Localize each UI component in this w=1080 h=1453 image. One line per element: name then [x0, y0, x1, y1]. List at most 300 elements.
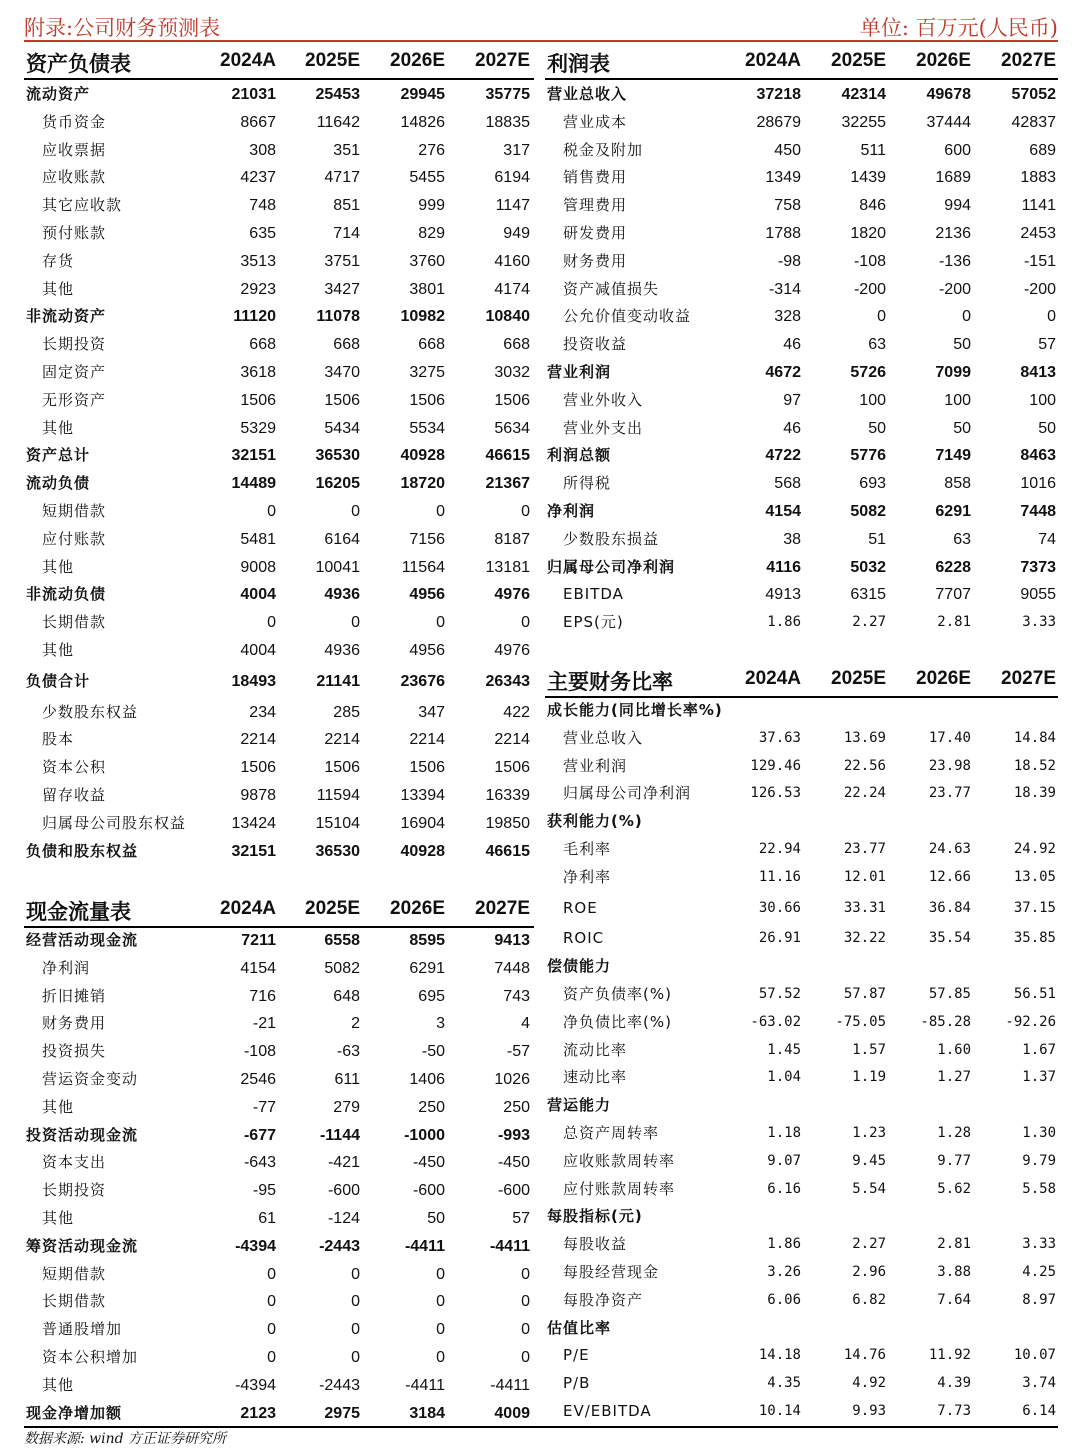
- row-value: 0: [267, 1321, 276, 1339]
- table-row: [545, 1176, 1058, 1203]
- row-label: 负债和股东权益: [26, 841, 139, 860]
- row-value: 1506: [494, 391, 530, 409]
- row-value: 15104: [315, 814, 360, 832]
- table-row: [545, 1037, 1058, 1064]
- row-label: 负债合计: [26, 671, 91, 690]
- row-label: 短期借款: [42, 1264, 107, 1283]
- ratios-year-header: 2026E: [916, 668, 971, 689]
- row-value: 57.52: [758, 986, 801, 1002]
- row-value: 18.39: [1013, 785, 1056, 802]
- row-value: 14.84: [1013, 729, 1056, 746]
- row-value: 36.84: [928, 899, 971, 916]
- table-row: [24, 498, 534, 525]
- income-year-header: 2026E: [916, 50, 971, 71]
- row-value: 0: [351, 614, 360, 632]
- row-value: 21141: [316, 672, 360, 690]
- table-row: [24, 470, 534, 497]
- row-value: -4411: [405, 1376, 445, 1394]
- row-value: 1506: [240, 759, 276, 777]
- row-label: 应收票据: [42, 140, 107, 159]
- table-row: [24, 415, 534, 442]
- row-value: 276: [418, 141, 445, 159]
- row-label: 研发费用: [563, 224, 628, 242]
- row-value: 3.88: [937, 1264, 971, 1280]
- row-value: 74: [1038, 530, 1056, 548]
- row-value: 49678: [926, 86, 971, 103]
- row-value: 1.28: [937, 1125, 971, 1141]
- row-value: 100: [859, 391, 886, 409]
- table-row: [24, 668, 534, 695]
- row-value: 3751: [324, 252, 360, 270]
- table-row: [545, 1231, 1058, 1258]
- row-value: 0: [351, 503, 360, 520]
- row-value: 450: [774, 141, 801, 159]
- balance-year-header: 2025E: [305, 50, 360, 71]
- table-row: [545, 1259, 1058, 1286]
- income-statement-table: [545, 44, 1058, 632]
- row-value: 50: [427, 1210, 445, 1227]
- cashflow-year-header: 2027E: [475, 898, 530, 919]
- row-value: 24.92: [1013, 841, 1056, 857]
- row-value: 100: [944, 391, 971, 409]
- row-value: 689: [1029, 141, 1056, 159]
- table-row: [24, 526, 534, 553]
- table-row: [24, 754, 534, 781]
- unit-label: 单位: 百万元(人民币): [859, 16, 1058, 40]
- row-label: 流动资产: [26, 85, 91, 103]
- row-value: 3513: [240, 252, 276, 270]
- table-row: [545, 526, 1058, 553]
- table-row: [24, 554, 534, 581]
- row-value: 1439: [850, 169, 886, 187]
- row-value: 57: [512, 1210, 530, 1227]
- row-value: 18720: [400, 475, 445, 493]
- row-value: 14.18: [758, 1347, 801, 1364]
- row-value: -4411: [404, 1237, 445, 1255]
- row-value: 0: [436, 1293, 445, 1311]
- row-value: 8463: [1020, 447, 1056, 465]
- row-value: -151: [1023, 252, 1056, 270]
- row-value: 21367: [485, 475, 530, 493]
- row-value: 51: [868, 530, 886, 548]
- row-value: 36530: [315, 842, 360, 860]
- row-value: -77: [252, 1098, 276, 1116]
- row-value: 3427: [324, 280, 360, 298]
- row-value: 5481: [240, 530, 276, 548]
- row-label: 毛利率: [563, 840, 612, 858]
- row-value: 1506: [240, 391, 276, 409]
- row-value: 1.27: [937, 1069, 971, 1086]
- row-value: 18493: [231, 672, 276, 690]
- row-value: 22.24: [843, 785, 886, 802]
- row-label: 其他: [42, 1209, 75, 1227]
- row-value: 1689: [935, 169, 971, 187]
- row-value: 4956: [409, 642, 445, 659]
- row-value: 12.01: [843, 868, 886, 885]
- row-label: 营运能力: [547, 1096, 612, 1115]
- row-value: 9878: [240, 787, 276, 804]
- row-value: 250: [418, 1098, 445, 1116]
- row-value: 1506: [324, 391, 360, 409]
- row-value: 7149: [935, 447, 971, 465]
- table-row: [24, 1344, 534, 1371]
- row-value: 5082: [850, 503, 886, 520]
- row-value: 748: [249, 197, 276, 215]
- row-label: 其它应收款: [42, 196, 123, 215]
- table-row: [24, 137, 534, 164]
- row-value: 5.62: [937, 1180, 971, 1197]
- row-label: 长期借款: [42, 613, 107, 632]
- table-row: [545, 925, 1058, 952]
- table-row: [24, 387, 534, 414]
- row-value: 100: [1029, 391, 1056, 409]
- table-row: [545, 1287, 1058, 1314]
- table-row: [545, 303, 1058, 330]
- row-value: 13.69: [843, 729, 886, 746]
- table-row: [24, 726, 534, 753]
- table-row: [24, 1288, 534, 1315]
- row-value: 38: [783, 530, 801, 548]
- row-label: 税金及附加: [563, 140, 644, 159]
- row-value: -63: [336, 1043, 360, 1061]
- table-row: [24, 248, 534, 275]
- row-value: -643: [243, 1154, 276, 1172]
- row-value: 4154: [240, 959, 276, 977]
- row-value: -600: [497, 1182, 530, 1200]
- row-label: 其他: [42, 1097, 75, 1116]
- row-value: 17.40: [928, 729, 971, 746]
- row-value: -50: [421, 1043, 445, 1061]
- row-label: 归属母公司净利润: [563, 784, 692, 803]
- row-value: 308: [249, 141, 276, 159]
- row-label: 经营活动现金流: [26, 931, 139, 949]
- row-value: 568: [774, 475, 801, 493]
- table-row: [24, 1261, 534, 1288]
- row-value: 1.45: [767, 1041, 801, 1058]
- row-value: -75.05: [835, 1013, 886, 1030]
- row-value: 1.04: [767, 1069, 801, 1086]
- row-value: 2546: [240, 1071, 276, 1088]
- row-value: 8.97: [1022, 1291, 1056, 1308]
- row-label: 销售费用: [563, 168, 628, 187]
- income-year-header: 2025E: [831, 50, 886, 71]
- row-label: 投资活动现金流: [26, 1125, 139, 1144]
- table-row: [24, 1038, 534, 1065]
- cashflow-year-header: 2025E: [305, 898, 360, 919]
- row-value: 668: [503, 336, 530, 354]
- row-value: 5634: [494, 419, 530, 437]
- row-label: 应收账款周转率: [563, 1151, 676, 1170]
- row-label: P/B: [563, 1374, 591, 1393]
- row-label: 营业成本: [563, 112, 628, 131]
- row-value: 8413: [1020, 364, 1056, 381]
- row-label: 财务费用: [563, 251, 628, 270]
- row-label: ROIC: [563, 929, 605, 948]
- row-value: 0: [521, 1293, 530, 1311]
- row-value: 35775: [485, 86, 530, 103]
- table-row: [24, 331, 534, 358]
- row-value: 11642: [316, 113, 360, 131]
- row-label: EPS(元): [563, 613, 624, 632]
- table-row: [545, 725, 1058, 752]
- row-value: 37218: [756, 86, 801, 103]
- row-label: 无形资产: [42, 390, 107, 409]
- row-label: 流动比率: [563, 1040, 628, 1059]
- row-value: 21031: [231, 86, 276, 103]
- row-value: 1506: [409, 391, 445, 409]
- row-value: 4004: [240, 642, 276, 659]
- table-row: [545, 953, 1058, 980]
- row-value: 14826: [400, 113, 445, 131]
- row-value: 9.79: [1022, 1152, 1056, 1169]
- row-label: 长期投资: [42, 335, 107, 354]
- row-value: 4174: [494, 280, 530, 298]
- row-value: 0: [351, 1293, 360, 1311]
- row-value: 29945: [400, 86, 445, 103]
- row-value: 0: [521, 1265, 530, 1283]
- row-value: 2975: [324, 1404, 360, 1422]
- income-year-header: 2024A: [745, 50, 801, 71]
- row-value: -2443: [319, 1376, 360, 1394]
- row-value: 0: [436, 503, 445, 520]
- row-label: 投资收益: [563, 335, 628, 354]
- row-value: 37.15: [1013, 899, 1056, 916]
- row-label: 每股指标(元): [547, 1207, 643, 1226]
- row-value: 695: [418, 987, 445, 1005]
- row-value: 4672: [765, 364, 801, 381]
- row-value: 846: [859, 197, 886, 215]
- row-label: 股本: [42, 730, 75, 749]
- row-value: 7156: [409, 530, 445, 548]
- row-label: 应付账款: [42, 529, 107, 548]
- page-header: [24, 8, 1058, 40]
- row-value: 4976: [494, 586, 530, 604]
- row-value: 23.77: [843, 841, 886, 857]
- row-label: 速动比率: [563, 1068, 628, 1087]
- row-value: -993: [497, 1126, 530, 1144]
- row-value: 35.85: [1013, 930, 1056, 947]
- row-label: 营运资金变动: [42, 1070, 139, 1088]
- row-value: 4.39: [937, 1375, 971, 1392]
- income-year-header: 2027E: [1001, 50, 1056, 71]
- row-value: 33.31: [843, 899, 886, 916]
- row-label: 非流动资产: [26, 307, 107, 326]
- row-value: 6.16: [767, 1180, 801, 1197]
- row-value: 0: [521, 614, 530, 632]
- table-row: [545, 498, 1058, 525]
- row-value: -600: [412, 1182, 445, 1200]
- row-value: 3618: [240, 364, 276, 381]
- row-value: 97: [783, 391, 801, 409]
- row-value: 949: [503, 225, 530, 242]
- row-value: 40928: [400, 447, 445, 465]
- row-value: 0: [521, 503, 530, 520]
- row-label: 现金净增加额: [26, 1403, 123, 1422]
- table-row: [24, 699, 534, 726]
- row-value: 13181: [485, 558, 530, 576]
- row-value: 0: [436, 1349, 445, 1366]
- row-value: 32255: [841, 113, 886, 131]
- row-value: 2.96: [852, 1264, 886, 1280]
- row-label: 营业外支出: [563, 418, 644, 437]
- row-value: 5534: [409, 419, 445, 437]
- row-value: 9.93: [852, 1403, 886, 1419]
- row-value: 4160: [494, 252, 530, 270]
- row-value: -1144: [319, 1126, 360, 1144]
- row-value: 693: [859, 475, 886, 493]
- table-row: [24, 983, 534, 1010]
- row-value: 3275: [409, 364, 445, 381]
- row-value: 4722: [765, 447, 801, 465]
- row-value: 1820: [850, 225, 886, 242]
- balance-header: [24, 44, 534, 80]
- row-value: 2136: [935, 225, 971, 242]
- table-row: [24, 220, 534, 247]
- row-value: 50: [1038, 419, 1056, 437]
- balance-title: 资产负债表: [26, 51, 131, 76]
- row-value: 250: [503, 1098, 530, 1116]
- row-value: 46: [783, 336, 801, 354]
- row-value: 6.14: [1022, 1403, 1056, 1419]
- table-row: [545, 1148, 1058, 1175]
- row-value: 1141: [1021, 197, 1056, 215]
- row-value: 4154: [765, 503, 801, 520]
- row-value: 5.58: [1022, 1180, 1056, 1197]
- row-value: 13424: [231, 814, 276, 832]
- row-value: 1788: [765, 225, 801, 242]
- row-value: 3.33: [1022, 1236, 1056, 1253]
- row-value: 2.27: [852, 614, 886, 631]
- ratios-year-header: 2027E: [1001, 668, 1056, 689]
- row-value: 50: [953, 419, 971, 437]
- row-label: 预付账款: [42, 224, 107, 242]
- table-row: [24, 1149, 534, 1176]
- row-value: 16904: [400, 814, 445, 832]
- row-value: 4956: [409, 586, 445, 604]
- table-row: [545, 192, 1058, 219]
- table-row: [545, 753, 1058, 780]
- row-value: 3184: [409, 1404, 445, 1422]
- table-row: [545, 697, 1058, 724]
- table-row: [545, 780, 1058, 807]
- row-value: 57.87: [843, 986, 886, 1002]
- header-divider: [24, 40, 1058, 42]
- row-value: 1506: [324, 759, 360, 777]
- row-value: 32151: [231, 842, 276, 860]
- row-value: -1000: [404, 1126, 445, 1144]
- row-value: 6315: [850, 586, 886, 604]
- row-label: EV/EBITDA: [563, 1402, 652, 1420]
- row-value: 994: [944, 197, 971, 215]
- row-value: -85.28: [920, 1013, 971, 1030]
- row-value: 5776: [850, 447, 886, 465]
- row-value: 7373: [1020, 558, 1056, 576]
- row-value: 30.66: [758, 899, 801, 916]
- row-value: 61: [258, 1210, 276, 1227]
- row-label: 营业总收入: [563, 728, 644, 747]
- row-value: 611: [334, 1071, 360, 1088]
- table-row: [24, 1010, 534, 1037]
- row-value: 5455: [409, 169, 445, 187]
- row-value: 0: [1047, 308, 1056, 326]
- row-label: 公允价值变动收益: [563, 307, 692, 326]
- row-value: -600: [327, 1182, 360, 1200]
- row-value: 3.74: [1022, 1375, 1056, 1392]
- income-header: [545, 44, 1058, 80]
- table-row: [24, 1094, 534, 1121]
- table-row: [545, 1370, 1058, 1397]
- row-value: 0: [521, 1321, 530, 1339]
- row-label: 货币资金: [42, 112, 107, 131]
- table-row: [24, 955, 534, 982]
- row-label: 其他: [42, 279, 75, 298]
- row-label: 资产负债率(%): [563, 985, 672, 1003]
- row-label: 少数股东权益: [42, 702, 139, 721]
- table-row: [545, 1398, 1058, 1425]
- row-value: 0: [351, 1265, 360, 1283]
- table-row: [545, 81, 1058, 108]
- row-value: 5726: [850, 364, 886, 381]
- row-value: -63.02: [750, 1013, 801, 1030]
- row-value: 668: [418, 336, 445, 354]
- row-label: 资本支出: [42, 1153, 107, 1172]
- row-value: 18.52: [1013, 757, 1056, 774]
- row-value: -450: [497, 1154, 530, 1172]
- row-value: 0: [267, 614, 276, 632]
- row-value: 13.05: [1013, 868, 1056, 885]
- row-value: 4004: [240, 586, 276, 604]
- row-value: 10.14: [758, 1403, 801, 1419]
- row-value: 2923: [240, 280, 276, 298]
- table-row: [545, 864, 1058, 891]
- appendix-title: 附录:公司财务预测表: [24, 16, 221, 40]
- row-value: 2214: [240, 731, 276, 749]
- row-value: 46: [783, 419, 801, 437]
- row-value: 3.33: [1022, 614, 1056, 631]
- row-value: 0: [436, 1321, 445, 1339]
- row-label: 归属母公司股东权益: [42, 813, 187, 832]
- row-value: 26.91: [758, 930, 801, 947]
- row-value: 999: [418, 197, 445, 215]
- row-label: 营业利润: [547, 363, 612, 381]
- table-row: [545, 248, 1058, 275]
- row-value: -4394: [235, 1237, 276, 1255]
- row-label: 估值比率: [547, 1318, 612, 1337]
- row-value: 2123: [240, 1404, 276, 1422]
- row-label: 每股经营现金: [563, 1263, 660, 1281]
- row-value: 3: [436, 1015, 445, 1033]
- row-value: 2.27: [852, 1236, 886, 1253]
- row-value: 10.07: [1013, 1347, 1056, 1364]
- balance-sheet-table: [24, 44, 534, 860]
- table-row: [545, 359, 1058, 386]
- row-value: 716: [249, 987, 276, 1005]
- data-source: 数据来源: wind 方正证券研究所: [24, 1431, 227, 1447]
- row-value: 4: [521, 1015, 530, 1033]
- row-value: 3032: [494, 364, 530, 381]
- row-value: -124: [327, 1210, 360, 1227]
- row-label: 资产减值损失: [563, 279, 660, 298]
- row-label: 净利率: [563, 867, 612, 886]
- row-value: 8667: [240, 113, 276, 131]
- row-label: 资本公积: [42, 758, 107, 777]
- row-value: 7099: [935, 364, 971, 381]
- row-value: 9.45: [852, 1152, 886, 1169]
- row-value: 0: [351, 1321, 360, 1339]
- row-value: -4394: [235, 1376, 276, 1394]
- row-value: 234: [249, 703, 276, 721]
- row-label: 其他: [42, 641, 75, 659]
